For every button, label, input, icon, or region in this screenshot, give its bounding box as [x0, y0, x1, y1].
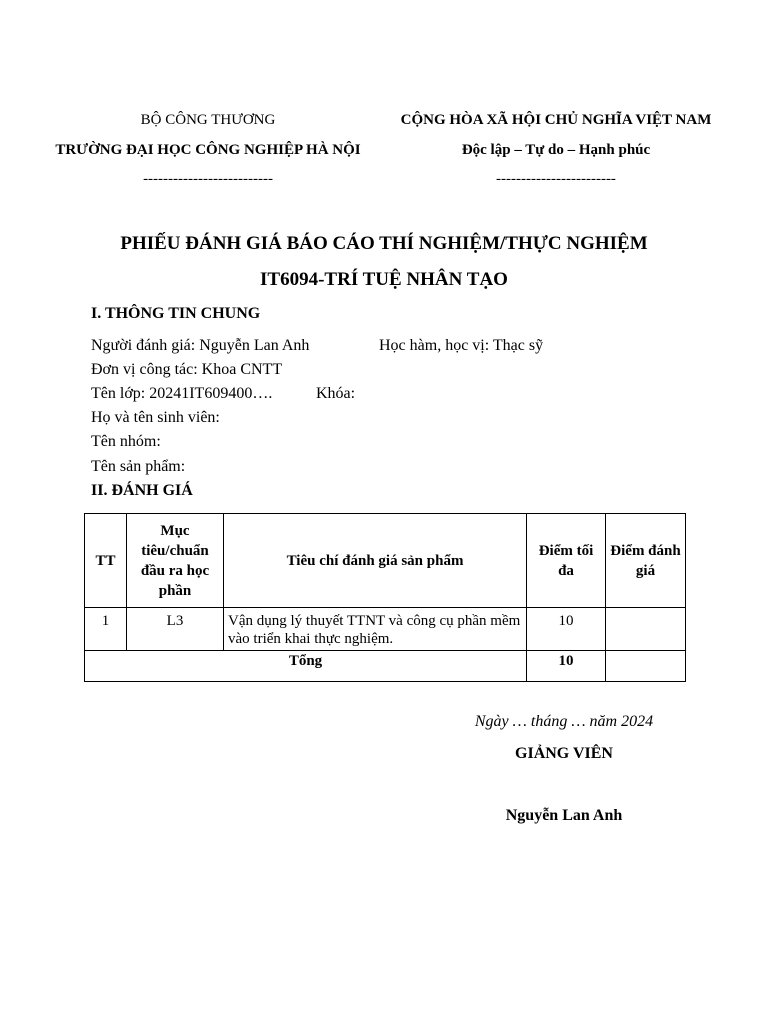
section-general-info-heading: I. THÔNG TIN CHUNG — [91, 305, 261, 322]
header-left-rule: -------------------------- — [143, 171, 273, 187]
class-row — [91, 382, 272, 406]
course-field: Khóa: — [316, 385, 356, 402]
total-max-score: 10 — [527, 651, 606, 682]
country-name: CỘNG HÒA XÃ HỘI CHỦ NGHĨA VIỆT NAM — [400, 112, 712, 128]
cell-objective: L3 — [127, 608, 224, 651]
total-label: Tổng — [85, 651, 527, 682]
col-header-tt: TT — [85, 514, 127, 608]
evaluator-row — [91, 334, 309, 358]
signature-name: Nguyễn Lan Anh — [505, 807, 623, 824]
table-total-row — [85, 651, 686, 682]
document-subtitle: IT6094-TRÍ TUỆ NHÂN TẠO — [260, 269, 508, 290]
signature-role: GIẢNG VIÊN — [515, 745, 613, 762]
col-header-criteria: Tiêu chí đánh giá sản phẩm — [224, 514, 527, 608]
cell-tt: 1 — [85, 608, 127, 651]
total-evaluated-score[interactable] — [606, 651, 686, 682]
school-name: TRƯỜNG ĐẠI HỌC CÔNG NGHIỆP HÀ NỘI — [55, 141, 361, 158]
evaluator-field: Người đánh giá: Nguyễn Lan Anh — [91, 337, 310, 354]
unit-field: Đơn vị công tác: Khoa CNTT — [91, 361, 283, 378]
course-row — [316, 382, 355, 406]
header-right — [386, 106, 726, 195]
product-row — [91, 455, 185, 479]
product-field: Tên sản phẩm: — [91, 458, 186, 475]
evaluation-table — [84, 513, 686, 682]
class-field: Tên lớp: 20241IT609400…. — [91, 385, 273, 402]
header-right-rule: ------------------------ — [496, 171, 616, 187]
cell-criteria: Vận dụng lý thuyết TTNT và công cụ phần mềm vào triển khai thực nghiệm. — [224, 608, 527, 651]
degree-row — [379, 334, 543, 358]
table-row — [85, 608, 686, 651]
unit-row — [91, 358, 282, 382]
group-field: Tên nhóm: — [91, 433, 161, 450]
header-left — [48, 106, 368, 195]
section-evaluation-heading: II. ĐÁNH GIÁ — [91, 482, 193, 499]
group-row — [91, 430, 161, 454]
student-row — [91, 406, 220, 430]
student-field: Họ và tên sinh viên: — [91, 409, 220, 426]
col-header-evaluated-score: Điểm đánh giá — [606, 514, 686, 608]
cell-max-score: 10 — [527, 608, 606, 651]
col-header-max-score: Điểm tối đa — [527, 514, 606, 608]
signature-date: Ngày … tháng … năm 2024 — [474, 713, 654, 730]
table-header-row — [85, 514, 686, 608]
degree-field: Học hàm, học vị: Thạc sỹ — [379, 337, 544, 354]
cell-evaluated-score[interactable] — [606, 608, 686, 651]
document-title: PHIẾU ĐÁNH GIÁ BÁO CÁO THÍ NGHIỆM/THỰC NGHIỆM — [120, 233, 648, 254]
national-motto: Độc lập – Tự do – Hạnh phúc — [461, 141, 651, 158]
ministry-name: BỘ CÔNG THƯƠNG — [140, 112, 276, 128]
col-header-objective: Mục tiêu/chuẩn đầu ra học phần — [127, 514, 224, 608]
